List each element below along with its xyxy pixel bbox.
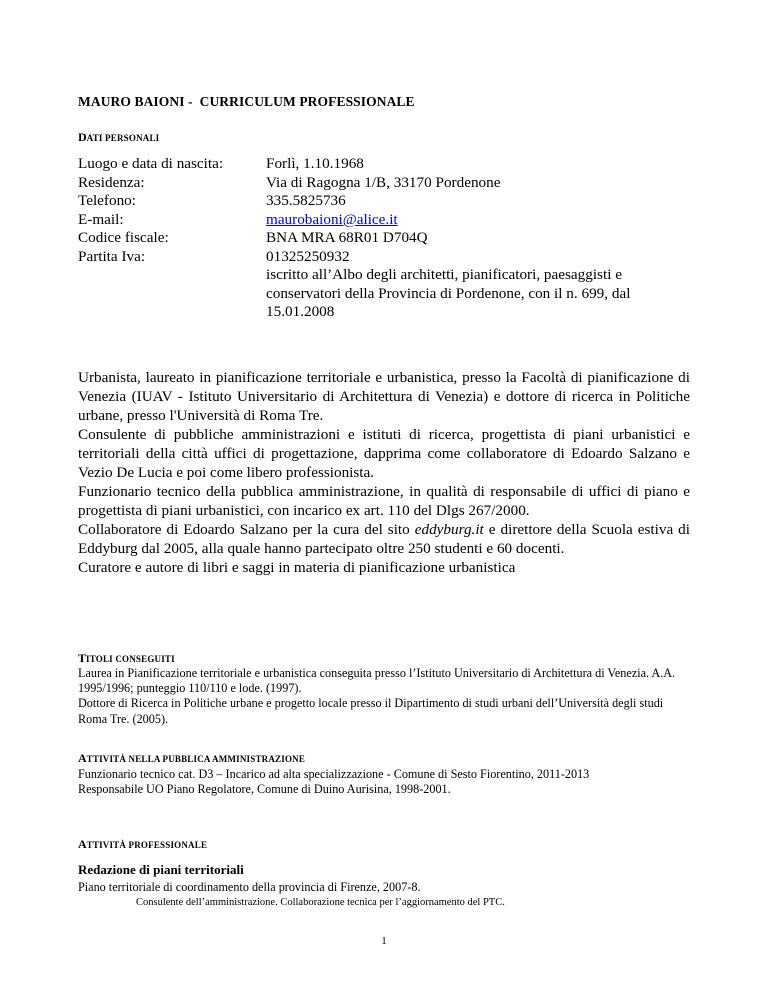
personal-data-table — [78, 155, 686, 322]
personal-value: BNA MRA 68R01 D704Q — [266, 229, 428, 246]
personal-row — [78, 155, 686, 174]
page-number: 1 — [381, 935, 387, 947]
personal-row — [78, 229, 686, 248]
personal-row — [78, 192, 686, 211]
personal-label: Partita Iva: — [78, 247, 146, 265]
bio-summary — [78, 368, 690, 577]
item-note: Consulente dell’amministrazione. Collaborazione tecnica per l’aggiornamento del PTC. — [136, 897, 505, 908]
bio-paragraph: Curatore e autore di libri e saggi in materia di pianificazione urbanistica — [78, 559, 516, 576]
personal-row — [78, 174, 686, 193]
subsection-heading: Redazione di piani territoriali — [78, 862, 244, 877]
list-item: Dottore di Ricerca in Politiche urbane e progetto locale presso il Dipartimento di studi urbani dell’Università degli studi Roma Tre. (2005). — [78, 696, 664, 726]
personal-value: 335.5825736 — [266, 192, 346, 209]
personal-row — [78, 248, 686, 267]
personal-label: Residenza: — [78, 173, 145, 191]
personal-row — [78, 266, 686, 322]
titles-list — [78, 666, 690, 727]
personal-row — [78, 211, 686, 230]
personal-label: Codice fiscale: — [78, 229, 169, 246]
public-admin-list — [78, 767, 690, 797]
personal-label: Luogo e data di nascita: — [78, 155, 224, 172]
bio-paragraph: Consulente di pubbliche amministrazioni e istituti di ricerca, progettista di piani urbanistici e territoriali della città uffici di progettazione, dapprima come collaboratore di Edoardo Salzano e Vezio De Lucia e poi come libero professionista. — [78, 426, 690, 481]
personal-value: Forlì, 1.10.1968 — [266, 155, 364, 172]
personal-value: Via di Ragogna 1/B, 33170 Pordenone — [266, 173, 501, 191]
list-item: Piano territoriale di coordinamento della provincia di Firenze, 2007-8. — [78, 880, 421, 894]
personal-label: E-mail: — [78, 210, 124, 228]
public-admin-heading: ATTIVITÀ NELLA PUBBLICA AMMINISTRAZIONE — [78, 751, 306, 765]
bio-paragraph: Funzionario tecnico della pubblica amministrazione, in qualità di responsabile di uffici di piano e progettista di piani urbanistici, con incarico ex art. 110 del Dlgs 267/2000. — [78, 483, 690, 519]
list-item: Laurea in Pianificazione territoriale e urbanistica conseguita presso l’Istituto Universitario di Architettura di Venezia. A.A. 1995/1996; punteggio 110/110 e lode. (1997). — [78, 666, 676, 696]
bio-paragraph: Urbanista, laureato in pianificazione territoriale e urbanistica, presso la Facoltà di pianificazione di Venezia (IUAV - Istituto Universitario di Architettura di Venezia) e dottore di ricerca in Politiche urbane, presso l'Università di Roma Tre. — [78, 369, 690, 424]
personal-data-heading: DATI PERSONALI — [78, 130, 160, 144]
bio-paragraph: Collaboratore di Edoardo Salzano per la cura del sito eddyburg.it e direttore della Scuola estiva di Eddyburg dal 2005, alla quale hanno partecipato oltre 250 studenti e 60 docenti. — [78, 521, 690, 557]
personal-value: 01325250932 — [266, 247, 350, 265]
registration-text: iscritto all’Albo degli architetti, pianificatori, paesaggisti e conservatori della Provincia di Pordenone, con il n. 699, dal 15.01.2008 — [266, 266, 631, 320]
professional-heading: ATTIVITÀ PROFESSIONALE — [78, 837, 208, 851]
site-name: eddyburg.it — [414, 521, 484, 538]
titles-heading: TITOLI CONSEGUITI — [78, 651, 175, 665]
email-link[interactable]: maurobaioni@alice.it — [266, 210, 398, 228]
list-item: Responsabile UO Piano Regolatore, Comune di Duino Aurisina, 1998-2001. — [78, 782, 451, 797]
personal-label: Telefono: — [78, 192, 136, 209]
document-title: MAURO BAIONI - CURRICULUM PROFESSIONALE — [78, 94, 415, 109]
list-item: Funzionario tecnico cat. D3 – Incarico ad alta specializzazione - Comune di Sesto Fiorentino, 2011-2013 — [78, 767, 590, 781]
